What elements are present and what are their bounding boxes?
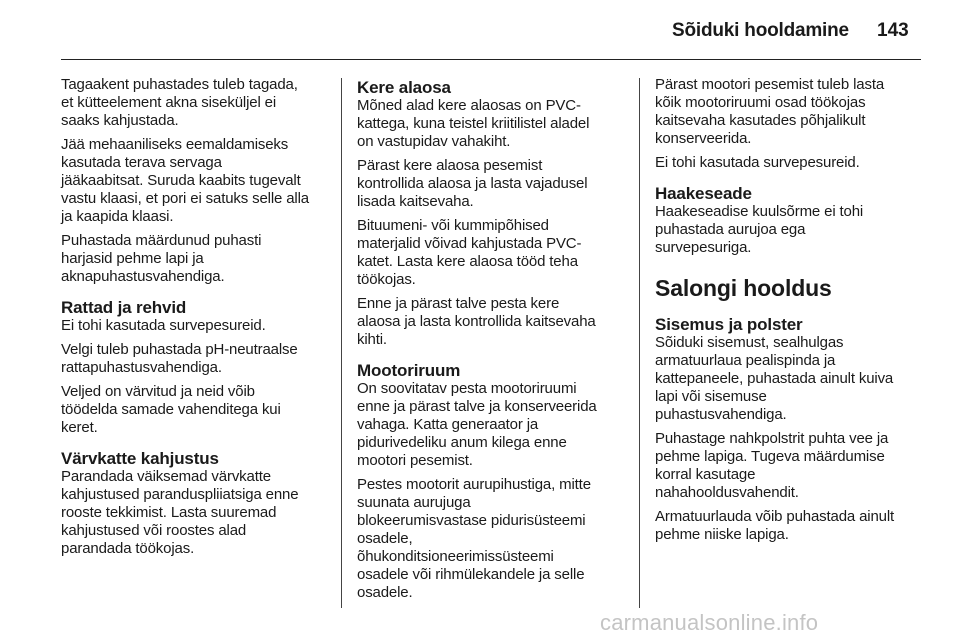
section-heading-wheels: Rattad ja rehvid — [61, 298, 187, 317]
text-line: Veljed on värvitud ja neid võib — [61, 383, 255, 400]
text-line: ja kaapida klaasi. — [61, 208, 174, 225]
paragraph — [357, 157, 627, 211]
text-line: kahjustused paranduspliiatsiga enne — [61, 486, 299, 503]
text-line: töödelda samade vahenditega kui — [61, 401, 281, 418]
paragraph — [61, 383, 331, 437]
paragraph — [61, 317, 331, 335]
text-line: Puhastada määrdunud puhasti — [61, 232, 262, 249]
text-line: pehme lapiga. Tugeva määrdumise — [655, 448, 885, 465]
paragraph — [61, 232, 331, 286]
text-line: Pestes mootorit aurupihustiga, mitte — [357, 476, 591, 493]
text-line: töökojas. — [357, 271, 416, 288]
text-line: jääkaabitsat. Suruda kaabits tugevalt — [61, 172, 301, 189]
text-line: kattega, kuna teistel kriitilistel aladel — [357, 115, 590, 132]
text-line: parandada töökojas. — [61, 540, 195, 557]
text-line: saaks kahjustada. — [61, 112, 179, 129]
text-line: materjalid võivad kahjustada PVC- — [357, 235, 582, 252]
text-line: Pärast mootori pesemist tuleb lasta — [655, 76, 885, 93]
text-line: et kütteelement akna siseküljel ei — [61, 94, 277, 111]
chapter-heading-interior-care: Salongi hooldus — [655, 275, 832, 301]
column-divider-1 — [341, 78, 342, 608]
text-line: alaosa ja lasta kontrollida kaitsevaha — [357, 313, 596, 330]
paragraph — [655, 508, 927, 544]
text-line: Bituumeni- või kummipõhised — [357, 217, 549, 234]
text-line: blokeerumisvastase pidurisüsteemi — [357, 512, 586, 529]
text-line: Mõned alad kere alaosas on PVC- — [357, 97, 581, 114]
text-line: puhastada aurujoa ega — [655, 221, 806, 238]
page-number: 143 — [877, 20, 909, 41]
text-line: lapi või sisemuse — [655, 388, 767, 405]
section-heading-towbar: Haakeseade — [655, 184, 752, 203]
text-line: pidurivedeliku anum kilega enne — [357, 434, 567, 451]
text-line: Ei tohi kasutada survepesureid. — [655, 154, 860, 171]
text-line: Tagaakent puhastades tuleb tagada, — [61, 76, 298, 93]
section-heading-underbody: Kere alaosa — [357, 78, 451, 97]
section-heading-interior: Sisemus ja polster — [655, 315, 803, 334]
text-line: kihti. — [357, 331, 387, 348]
text-line: korral kasutage — [655, 466, 756, 483]
text-line: osadele või rihmülekandele ja selle — [357, 566, 585, 583]
text-line: armatuurlaua pealispinda ja — [655, 352, 836, 369]
text-line: Haakeseadise kuulsõrme ei tohi — [655, 203, 864, 220]
paragraph — [61, 136, 331, 226]
text-line: aknapuhastusvahendiga. — [61, 268, 225, 285]
text-line: Velgi tuleb puhastada pH-neutraalse — [61, 341, 298, 358]
paragraph — [357, 97, 627, 151]
text-line: Jää mehaaniliseks eemaldamiseks — [61, 136, 289, 153]
text-line: vastu klaasi, et pori ei satuks selle alla — [61, 190, 309, 207]
text-line: Enne ja pärast talve pesta kere — [357, 295, 560, 312]
text-line: vahaga. Katta generaator ja — [357, 416, 539, 433]
paragraph — [357, 217, 627, 289]
paragraph — [61, 468, 331, 558]
text-line: nahahooldusvahendit. — [655, 484, 799, 501]
paragraph — [357, 380, 627, 470]
text-line: Armatuurlauda võib puhastada ainult — [655, 508, 895, 525]
header-rule — [61, 59, 921, 60]
paragraph — [655, 430, 927, 502]
paragraph — [61, 341, 331, 377]
text-line: Puhastage nahkpolstrit puhta vee ja — [655, 430, 889, 447]
column-1 — [61, 76, 331, 564]
text-line: Pärast kere alaosa pesemist — [357, 157, 543, 174]
paragraph — [655, 76, 927, 148]
column-2 — [357, 76, 627, 608]
text-line: On soovitatav pesta mootoriruumi — [357, 380, 577, 397]
paragraph — [655, 334, 927, 424]
text-line: kasutada terava servaga — [61, 154, 222, 171]
text-line: õhukonditsioneerimissüsteemi — [357, 548, 554, 565]
text-line: pehme niiske lapiga. — [655, 526, 789, 543]
text-line: Sõiduki sisemust, sealhulgas — [655, 334, 844, 351]
text-line: Ei tohi kasutada survepesureid. — [61, 317, 266, 334]
page-header-title: Sõiduki hooldamine — [672, 20, 849, 41]
text-line: enne ja pärast talve ja konserveerida — [357, 398, 597, 415]
section-heading-paint-damage: Värvkatte kahjustus — [61, 449, 219, 468]
text-line: keret. — [61, 419, 98, 436]
text-line: katet. Lasta kere alaosa tööd teha — [357, 253, 578, 270]
text-line: kaitsevaha kasutades põhjalikult — [655, 112, 866, 129]
paragraph — [61, 76, 331, 130]
text-line: osadele, — [357, 530, 413, 547]
column-3 — [655, 76, 927, 550]
text-line: on vastupidav vahakiht. — [357, 133, 511, 150]
text-line: kahjustused või roostes alad — [61, 522, 247, 539]
text-line: lisada kaitsevaha. — [357, 193, 474, 210]
watermark: carmanualsonline.info — [600, 610, 819, 635]
paragraph — [655, 203, 927, 257]
paragraph — [357, 295, 627, 349]
text-line: suunata aurujuga — [357, 494, 471, 511]
column-divider-2 — [639, 78, 640, 608]
paragraph — [655, 154, 927, 172]
text-line: kattepaneele, puhastada ainult kuiva — [655, 370, 894, 387]
text-line: puhastusvahendiga. — [655, 406, 787, 423]
text-line: rattapuhastusvahendiga. — [61, 359, 222, 376]
text-line: rooste tekkimist. Lasta suuremad — [61, 504, 277, 521]
text-line: Parandada väiksemad värvkatte — [61, 468, 271, 485]
text-line: harjasid pehme lapi ja — [61, 250, 204, 267]
text-line: kontrollida alaosa ja lasta vajadusel — [357, 175, 588, 192]
text-line: mootori pesemist. — [357, 452, 473, 469]
text-line: kõik mootoriruumi osad töökojas — [655, 94, 866, 111]
text-line: osadele. — [357, 584, 413, 601]
section-heading-engine: Mootoriruum — [357, 361, 461, 380]
paragraph — [357, 476, 627, 602]
text-line: survepesuriga. — [655, 239, 752, 256]
text-line: konserveerida. — [655, 130, 752, 147]
